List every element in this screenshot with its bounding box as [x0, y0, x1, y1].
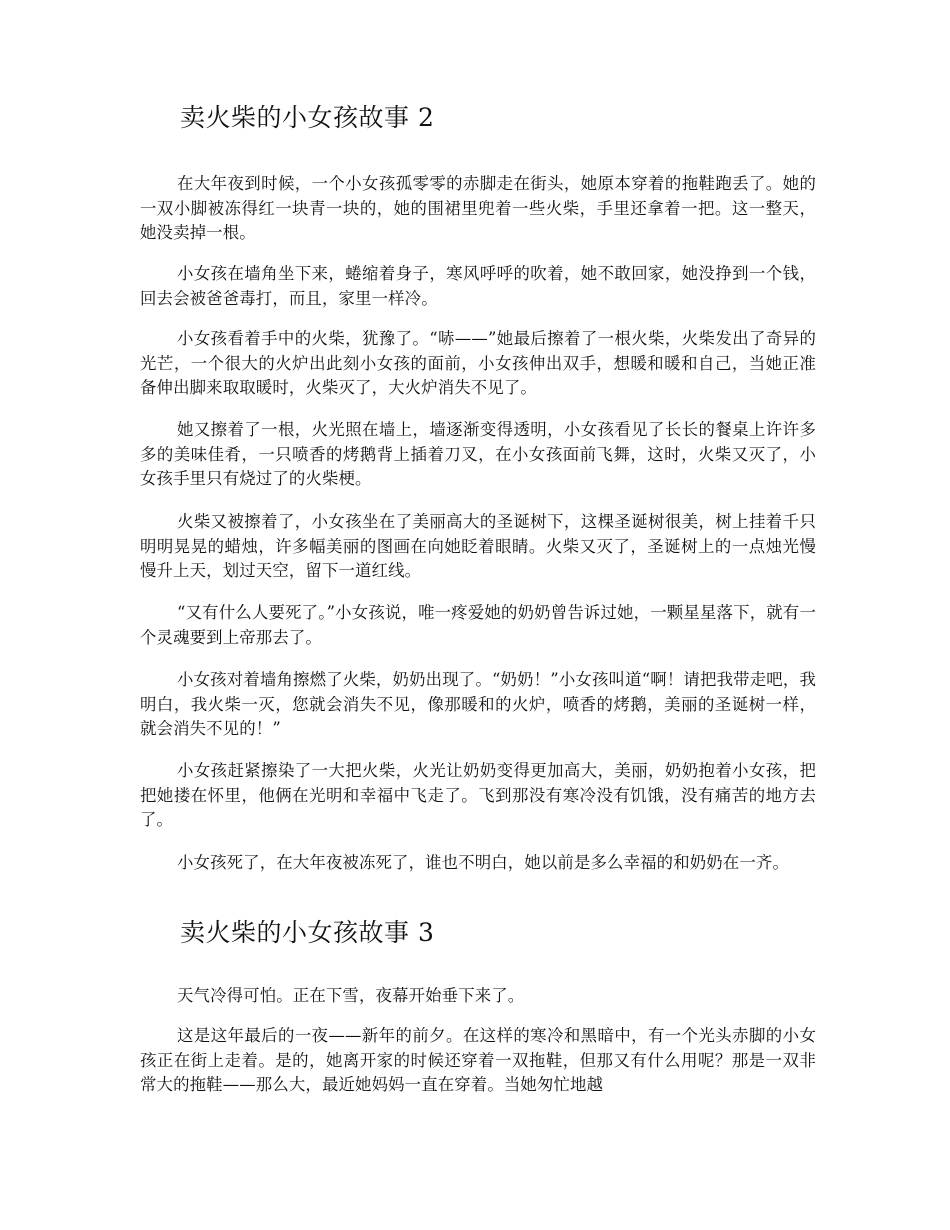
- paragraph: 火柴又被擦着了，小女孩坐在了美丽高大的圣诞树下，这棵圣诞树很美，树上挂着千只明明晃晃的蜡烛，许多幅美丽的图画在向她眨着眼睛。火柴又灭了，圣诞树上的一点烛光慢慢升上天，划过天空，留下一道红线。: [140, 512, 816, 580]
- paragraph: 小女孩在墙角坐下来，蜷缩着身子，寒风呼呼的吹着，她不敢回家，她没挣到一个钱，回去会被爸爸毒打，而且，家里一样冷。: [140, 264, 816, 308]
- section-title: 卖火柴的小女孩故事 3: [180, 918, 435, 947]
- paragraph: 小女孩死了，在大年夜被冻死了，谁也不明白，她以前是多么幸福的和奶奶在一齐。: [177, 853, 790, 872]
- paragraph: 在大年夜到时候，一个小女孩孤零零的赤脚走在街头，她原本穿着的拖鞋跑丢了。她的一双小脚被冻得红一块青一块的，她的围裙里兜着一些火柴，手里还拿着一把。这一整天，她没卖掉一根。: [140, 174, 816, 242]
- paragraph: 天气冷得可怕。正在下雪，夜幕开始垂下来了。: [177, 986, 525, 1005]
- section-title: 卖火柴的小女孩故事 2: [180, 103, 435, 132]
- paragraph: “又有什么人要死了。”小女孩说，唯一疼爱她的奶奶曾告诉过她，一颗星星落下，就有一个灵魂要到上帝那去了。: [140, 603, 816, 647]
- paragraph: 这是这年最后的一夜——新年的前夕。在这样的寒冷和黑暗中，有一个光头赤脚的小女孩正在街上走着。是的，她离开家的时候还穿着一双拖鞋，但那又有什么用呢？那是一双非常大的拖鞋——那么大，最近她妈妈一直在穿着。当她匆忙地越: [140, 1026, 816, 1094]
- paragraph: 她又擦着了一根，火光照在墙上，墙逐渐变得透明，小女孩看见了长长的餐桌上许许多多的美味佳肴，一只喷香的烤鹅背上插着刀叉，在小女孩面前飞舞，这时，火柴又灭了，小女孩手里只有烧过了的火柴梗。: [140, 420, 816, 488]
- paragraph: 小女孩赶紧擦染了一大把火柴，火光让奶奶变得更加高大，美丽，奶奶抱着小女孩，把把她搂在怀里，他俩在光明和幸福中飞走了。飞到那没有寒冷没有饥饿，没有痛苦的地方去了。: [140, 761, 816, 829]
- paragraph: 小女孩看着手中的火柴，犹豫了。“哧——”她最后擦着了一根火柴，火柴发出了奇异的光芒，一个很大的火炉出此刻小女孩的面前，小女孩伸出双手，想暖和暖和自己，当她正准备伸出脚来取取暖时，火柴灭了，大火炉消失不见了。: [140, 329, 816, 397]
- paragraph: 小女孩对着墙角擦燃了火柴，奶奶出现了。“奶奶！”小女孩叫道“啊！请把我带走吧，我明白，我火柴一灭，您就会消失不见，像那暖和的火炉，喷香的烤鹅，美丽的圣诞树一样，就会消失不见的！”: [140, 670, 816, 738]
